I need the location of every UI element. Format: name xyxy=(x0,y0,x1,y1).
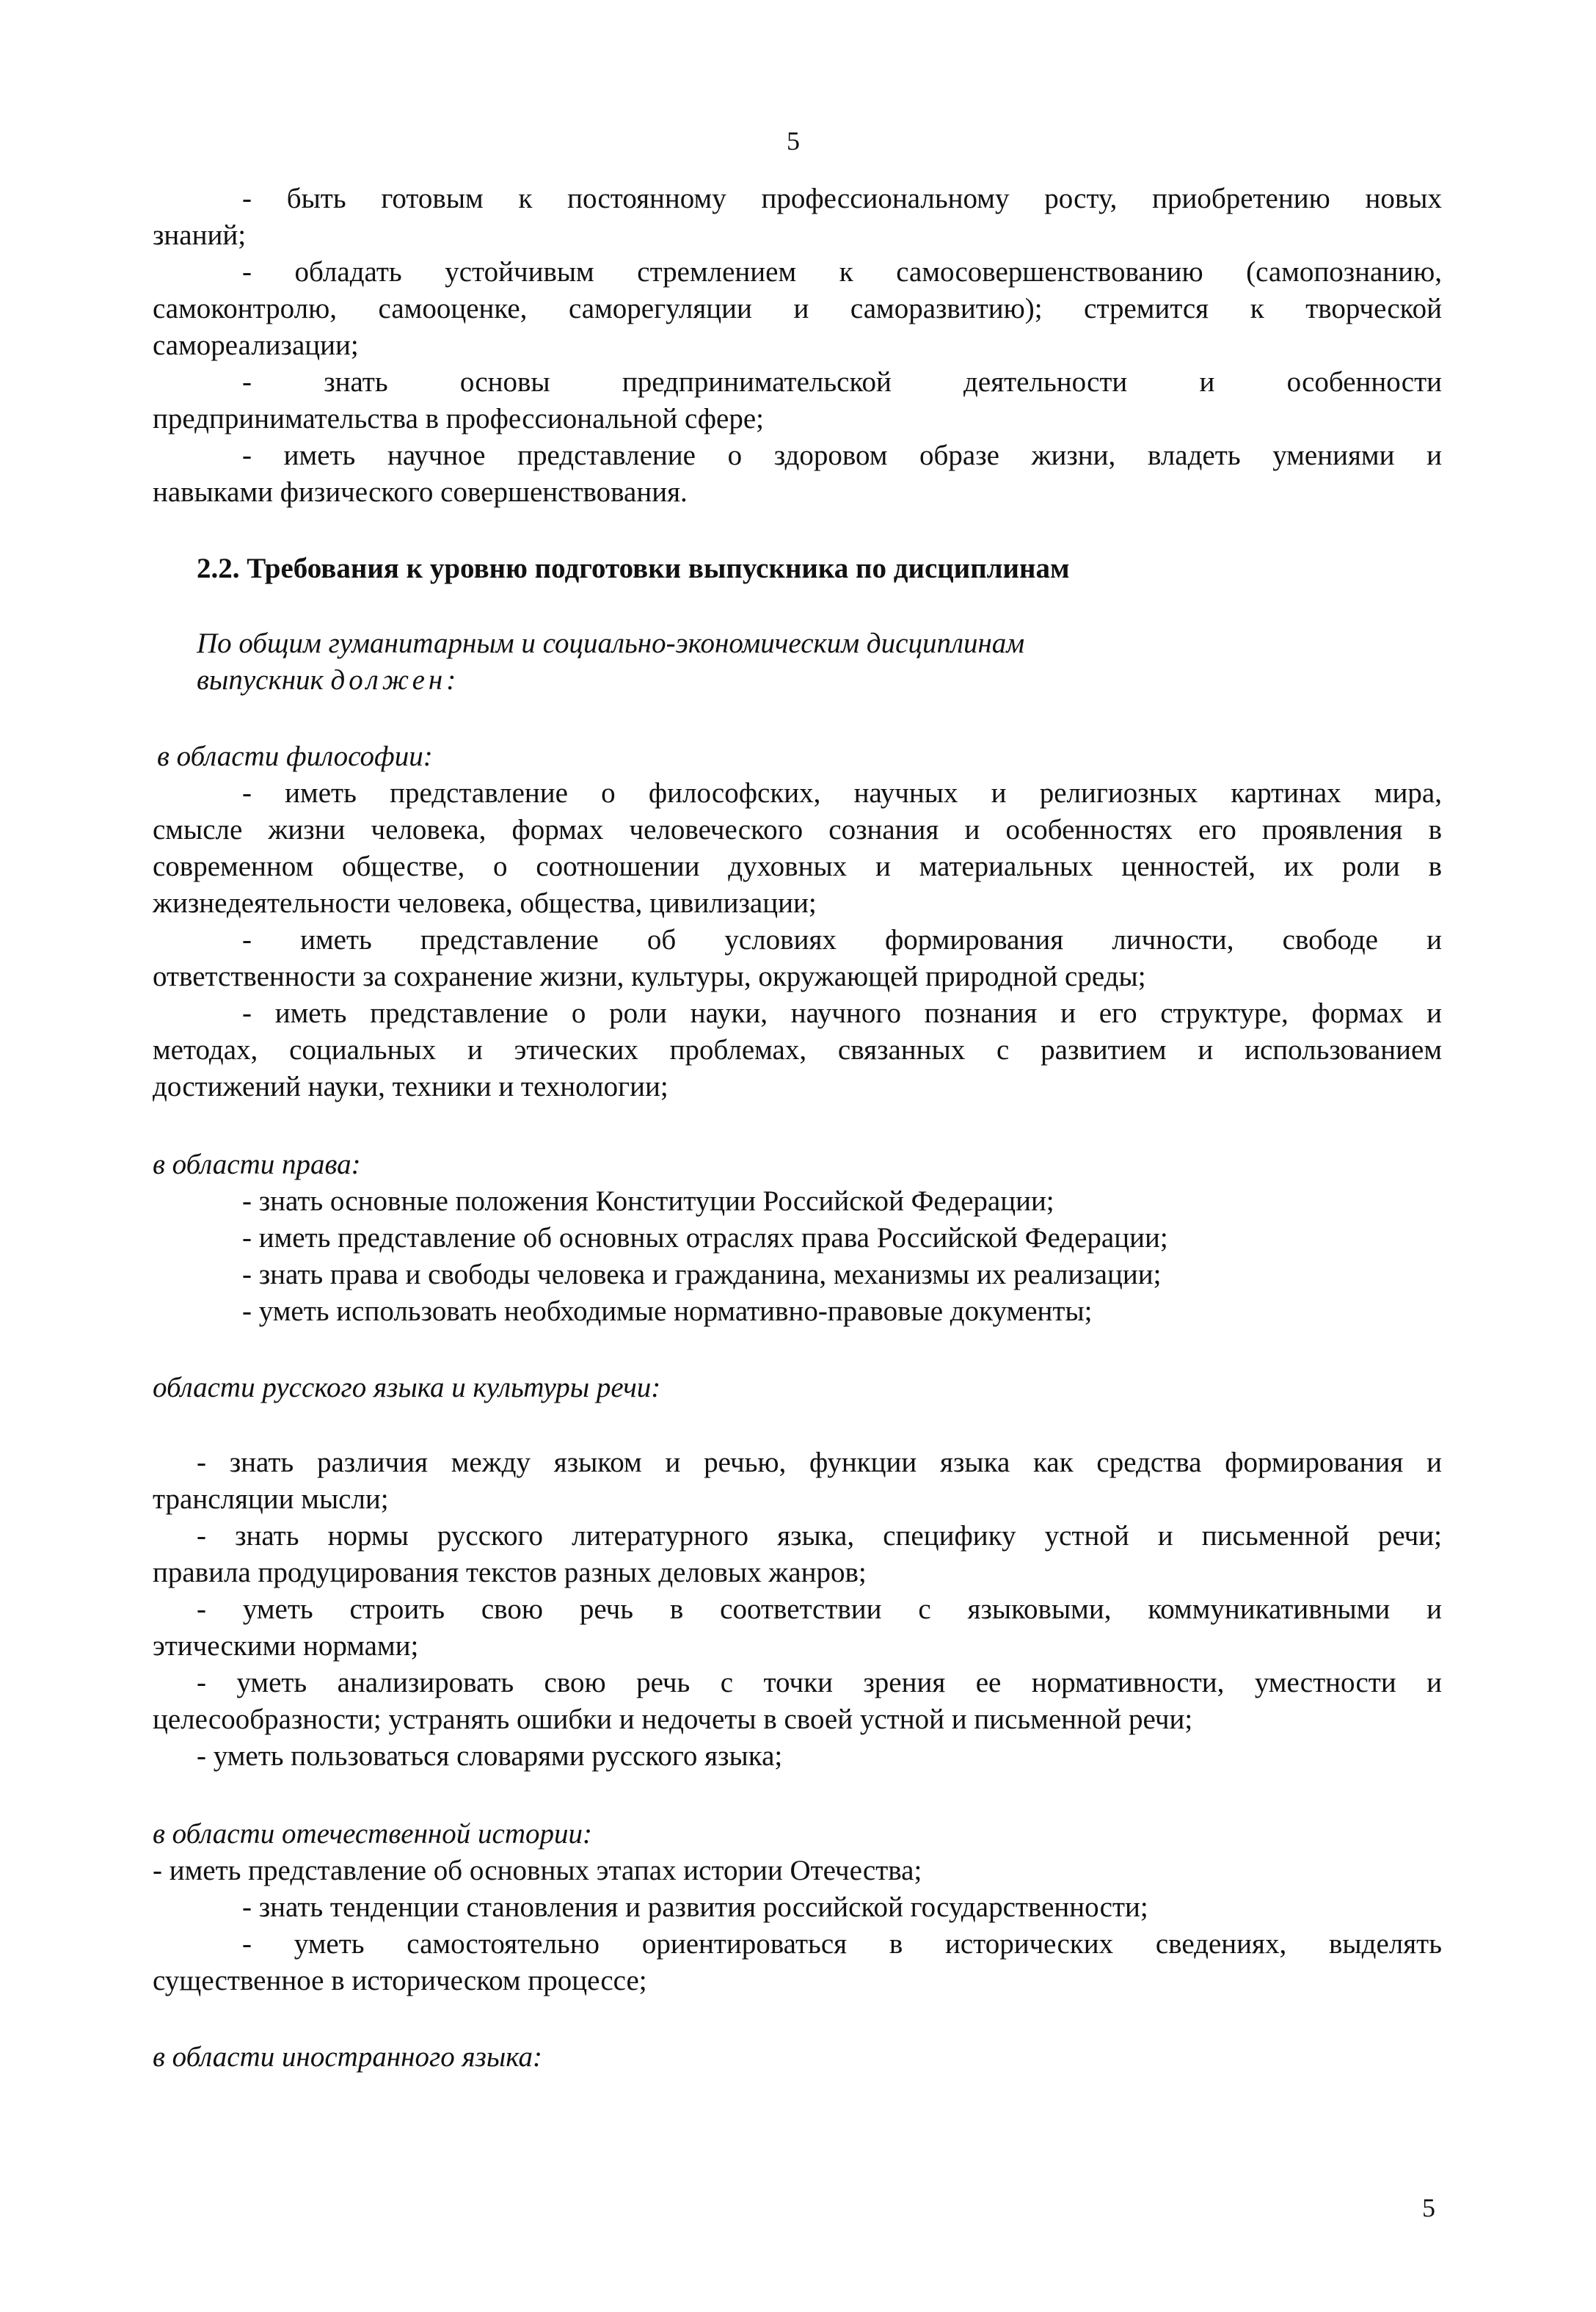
law-line-1: - знать основные положения Конституции Российской Федерации; xyxy=(242,1185,1054,1217)
foreign-title: в области иностранного языка: xyxy=(153,2041,543,2073)
russian-line-5: - уметь строить свою речь в соответствии с языковыми, коммуникативными и xyxy=(197,1593,1442,1625)
philosophy-line-3: современном обществе, о соотношении духовных и материальных ценностей, их роли в xyxy=(153,851,1442,882)
law-line-2: - иметь представление об основных отраслях права Российской Федерации; xyxy=(242,1222,1168,1254)
russian-line-3: - знать нормы русского литературного языка, специфику устной и письменной речи; xyxy=(197,1520,1442,1552)
philosophy-line-8: методах, социальных и этических проблемах, связанных с развитием и использованием xyxy=(153,1034,1442,1066)
intro-line-1: - быть готовым к постоянному профессиональному росту, приобретению новых xyxy=(242,183,1442,214)
intro-line-5: самореализации; xyxy=(153,330,359,361)
section-subheading-2 xyxy=(197,662,1486,699)
history-line-1: - иметь представление об основных этапах истории Отечества; xyxy=(153,1855,922,1886)
section-subheading-1: По общим гуманитарным и социально-экономическим дисциплинам xyxy=(197,628,1025,659)
philosophy-line-7: - иметь представление о роли науки, научного познания и его структуре, формах и xyxy=(242,997,1442,1029)
russian-line-8: целесообразности; устранять ошибки и недочеты в своей устной и письменной речи; xyxy=(153,1704,1193,1735)
philosophy-line-9: достижений науки, техники и технологии; xyxy=(153,1071,668,1102)
intro-line-3: - обладать устойчивым стремлением к самосовершенствованию (самопознанию, xyxy=(242,256,1442,288)
philosophy-title: в области философии: xyxy=(157,741,433,772)
history-title: в области отечественной истории: xyxy=(153,1818,592,1850)
russian-line-4: правила продуцирования текстов разных деловых жанров; xyxy=(153,1557,867,1588)
history-line-2: - знать тенденции становления и развития российской государственности; xyxy=(242,1891,1148,1923)
russian-line-7: - уметь анализировать свою речь с точки зрения ее нормативности, уместности и xyxy=(197,1667,1442,1698)
law-title: в области права: xyxy=(153,1149,361,1180)
page-number-top: 5 xyxy=(787,126,800,156)
intro-line-6: - знать основы предпринимательской деятельности и особенности xyxy=(242,366,1442,398)
intro-line-7: предпринимательства в профессиональной сфере; xyxy=(153,403,764,435)
page-number-bottom: 5 xyxy=(1422,2193,1435,2222)
section-heading: 2.2. Требования к уровню подготовки выпускника по дисциплинам xyxy=(197,553,1070,584)
philosophy-line-1: - иметь представление о философских, научных и религиозных картинах мира, xyxy=(242,777,1442,809)
philosophy-line-4: жизнедеятельности человека, общества, цивилизации; xyxy=(153,887,817,919)
russian-title: области русского языка и культуры речи: xyxy=(153,1372,661,1403)
philosophy-line-5: - иметь представление об условиях формирования личности, свободе и xyxy=(242,924,1442,956)
russian-line-1: - знать различия между языком и речью, функции языка как средства формирования и xyxy=(197,1447,1442,1478)
subheading-must: должен: xyxy=(330,664,460,696)
intro-line-4: самоконтролю, самооценке, саморегуляции и саморазвитию); стремится к творческой xyxy=(153,293,1442,324)
russian-line-9: - уметь пользоваться словарями русского языка; xyxy=(197,1740,783,1772)
philosophy-line-2: смысле жизни человека, формах человеческого сознания и особенностях его проявления в xyxy=(153,814,1442,846)
history-line-3: - уметь самостоятельно ориентироваться в исторических сведениях, выделять xyxy=(242,1928,1442,1960)
subheading-graduate: выпускник xyxy=(197,664,331,696)
russian-line-2: трансляции мысли; xyxy=(153,1483,389,1515)
intro-line-2: знаний; xyxy=(153,219,247,251)
intro-line-8: - иметь научное представление о здоровом образе жизни, владеть умениями и xyxy=(242,440,1442,471)
law-line-3: - знать права и свободы человека и гражданина, механизмы их реализации; xyxy=(242,1259,1162,1290)
history-line-4: существенное в историческом процессе; xyxy=(153,1965,647,1996)
intro-line-9: навыками физического совершенствования. xyxy=(153,476,688,508)
russian-line-6: этическими нормами; xyxy=(153,1630,419,1662)
philosophy-line-6: ответственности за сохранение жизни, культуры, окружающей природной среды; xyxy=(153,961,1146,992)
law-line-4: - уметь использовать необходимые нормативно-правовые документы; xyxy=(242,1295,1093,1327)
